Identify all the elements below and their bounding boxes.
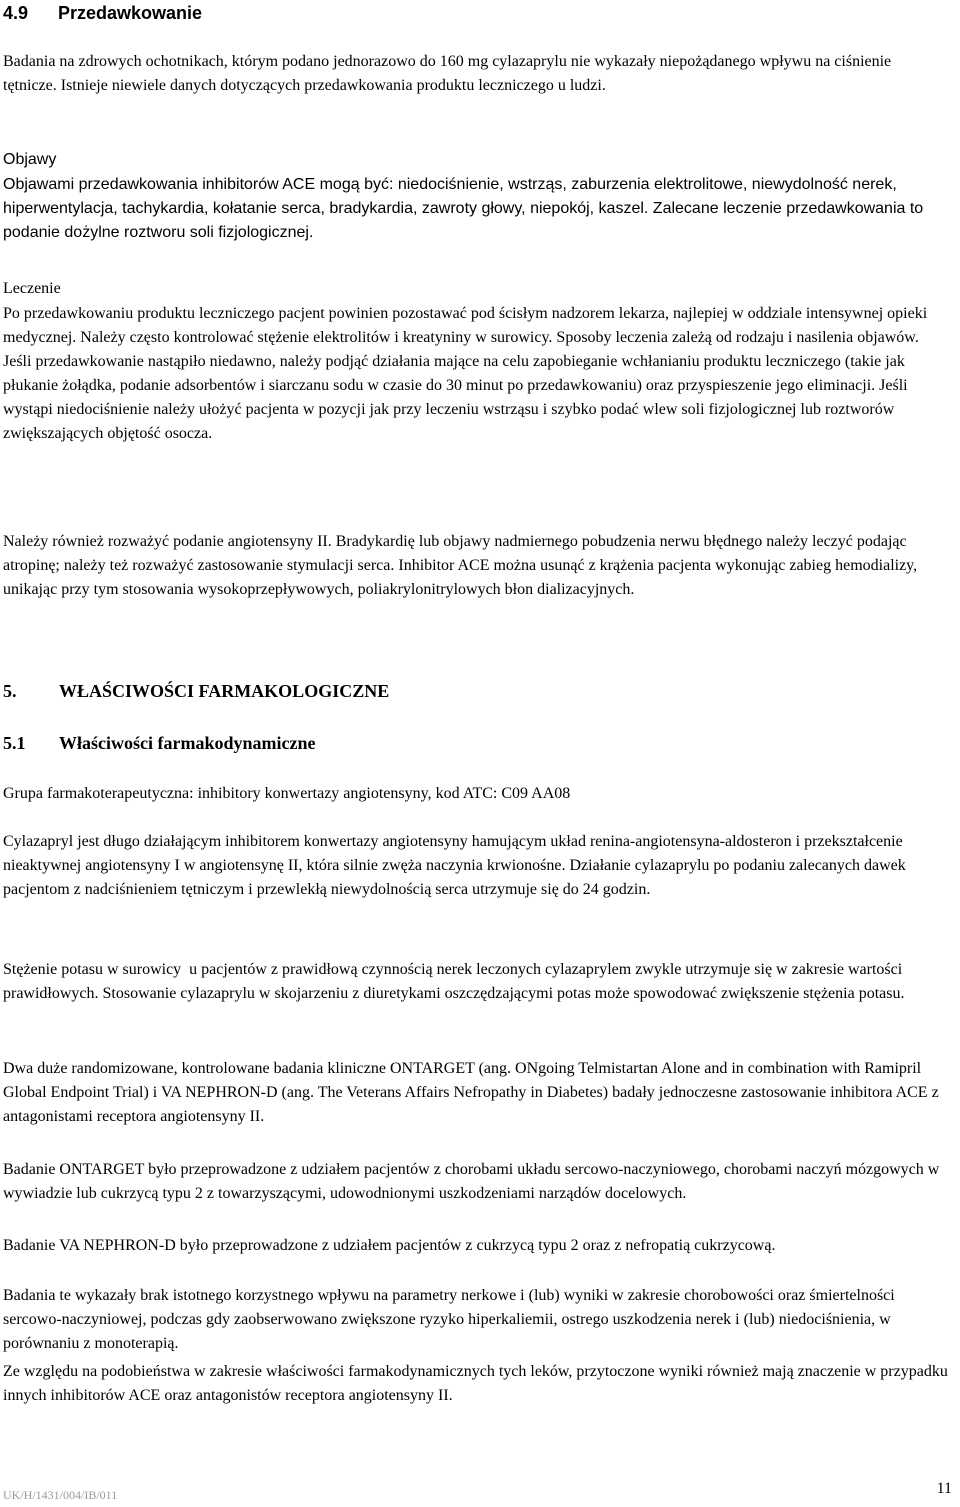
pharmacodynamics-paragraph-3: Dwa duże randomizowane, kontrolowane badania kliniczne ONTARGET (ang. ONgoing Telmistartan Alone and in combination with Ramipril Global Endpoint Trial) i VA NEPHRON-D (ang. The Veterans Affairs Nefropathy in Diabetes) badały jednoczesne zastosowanie inhibitora ACE z antagonistami receptora angiotensyny II. — [3, 1060, 939, 1125]
pharmacodynamics-paragraph-1: Cylazapryl jest długo działającym inhibitorem konwertazy angiotensyny hamującym układ renina-angiotensyna-aldosteron i przekształcenie nieaktywnej angiotensyny I w angiotensynę II, która silnie zwęża naczynia krwionośne. Działanie cylazaprylu po podaniu zalecanych dawek pacjentom z nadciśnieniem tętniczym i przewlekłą niewydolnością serca utrzymuje się do 24 godzin. — [3, 833, 906, 898]
section-5-heading — [3, 679, 389, 703]
section-title: Przedawkowanie — [58, 3, 203, 23]
section-number: 5. — [3, 681, 17, 701]
pharmacodynamics-paragraph-2: Stężenie potasu w surowicy u pacjentów z prawidłową czynnością nerek leczonych cylazaprylem zwykle utrzymuje się w zakresie wartości prawidłowych. Stosowanie cylazaprylu w skojarzeniu z diuretykami oszczędzającymi potas może spowodować zwiększenie stężenia potasu. — [3, 961, 907, 1002]
section-number: 5.1 — [3, 733, 26, 753]
symptoms-paragraph: Objawami przedawkowania inhibitorów ACE mogą być: niedociśnienie, wstrząs, zaburzenia elektrolitowe, niewydolność nerek, hiperwentylacja, tachykardia, kołatanie serca, bradykardia, zawroty głowy, niepokój, kaszel. Zalecane leczenie przedawkowania to podanie dożylne roztworu soli fizjologicznej. — [3, 176, 924, 241]
section-4-9-heading — [3, 1, 202, 25]
page-number: 11 — [936, 1480, 952, 1497]
pharmacodynamics-paragraph-7: Ze względu na podobieństwa w zakresie właściwości farmakodynamicznych tych leków, przytoczone wyniki również mają znaczenie w przypadku innych inhibitorów ACE oraz antagonistów receptora angiotensyny II. — [3, 1363, 948, 1404]
section-title: WŁAŚCIWOŚCI FARMAKOLOGICZNE — [59, 681, 390, 701]
overdose-intro-paragraph: Badania na zdrowych ochotnikach, którym podano jednorazowo do 160 mg cylazaprylu nie wykazały niepożądanego wpływu na ciśnienie tętnicze. Istnieje niewiele danych dotyczących przedawkowania produktu leczniczego u ludzi. — [3, 53, 892, 94]
treatment-paragraph: Po przedawkowaniu produktu leczniczego pacjent powinien pozostawać pod ścisłym nadzorem lekarza, najlepiej w oddziale intensywnej opieki medycznej. Należy często kontrolować stężenie elektrolitów i kreatyniny w surowicy. Sposoby leczenia zależą od rodzaju i nasilenia objawów. Jeśli przedawkowanie nastąpiło niedawno, należy podjąć działania mające na celu zapobieganie wchłanianiu produktu leczniczego (takie jak płukanie żołądka, podanie adsorbentów i siarczanu sodu w czasie do 30 minut po przedawkowaniu) oraz przyspieszenie jego eliminacji. Jeśli wystąpi niedociśnienie należy ułożyć pacjenta w pozycji jak przy leczeniu wstrząsu i szybko podać wlew soli fizjologicznej lub roztworów zwiększających objętość osocza. — [3, 305, 928, 442]
pharmacotherapeutic-group: Grupa farmakoterapeutyczna: inhibitory konwertazy angiotensyny, kod ATC: C09 AA08 — [3, 785, 571, 802]
pharmacodynamics-paragraph-4: Badanie ONTARGET było przeprowadzone z udziałem pacjentów z chorobami układu sercowo-naczyniowego, chorobami naczyń mózgowych w wywiadzie lub cukrzycą typu 2 z towarzyszącymi, udowodnionymi uszkodzeniami narządów docelowych. — [3, 1161, 940, 1202]
pharmacodynamics-paragraph-5: Badanie VA NEPHRON-D było przeprowadzone z udziałem pacjentów z cukrzycą typu 2 oraz z nefropatią cukrzycową. — [3, 1237, 776, 1254]
document-code: UK/H/1431/004/IB/011 — [3, 1488, 118, 1502]
symptoms-heading: Objawy — [3, 151, 57, 168]
section-5-1-heading — [3, 731, 315, 755]
treatment-heading: Leczenie — [3, 280, 61, 297]
angiotensin-paragraph: Należy również rozważyć podanie angiotensyny II. Bradykardię lub objawy nadmiernego pobudzenia nerwu błędnego należy leczyć podając atropinę; należy też rozważyć zastosowanie stymulacji serca. Inhibitor ACE można usunąć z krążenia pacjenta wykonując zabieg hemodializy, unikając przy tym stosowania wysokoprzepływowych, poliakrylonitrylowych błon dializacyjnych. — [3, 533, 918, 598]
section-title: Właściwości farmakodynamiczne — [59, 733, 316, 753]
pharmacodynamics-paragraph-6: Badania te wykazały brak istotnego korzystnego wpływu na parametry nerkowe i (lub) wyniki w zakresie chorobowości oraz śmiertelności sercowo-naczyniowej, podczas gdy zaobserwowano zwiększone ryzyko hiperkaliemii, ostrego uszkodzenia nerek i (lub) niedociśnienia, w porównaniu z monoterapią. — [3, 1287, 895, 1352]
section-number: 4.9 — [3, 3, 29, 23]
